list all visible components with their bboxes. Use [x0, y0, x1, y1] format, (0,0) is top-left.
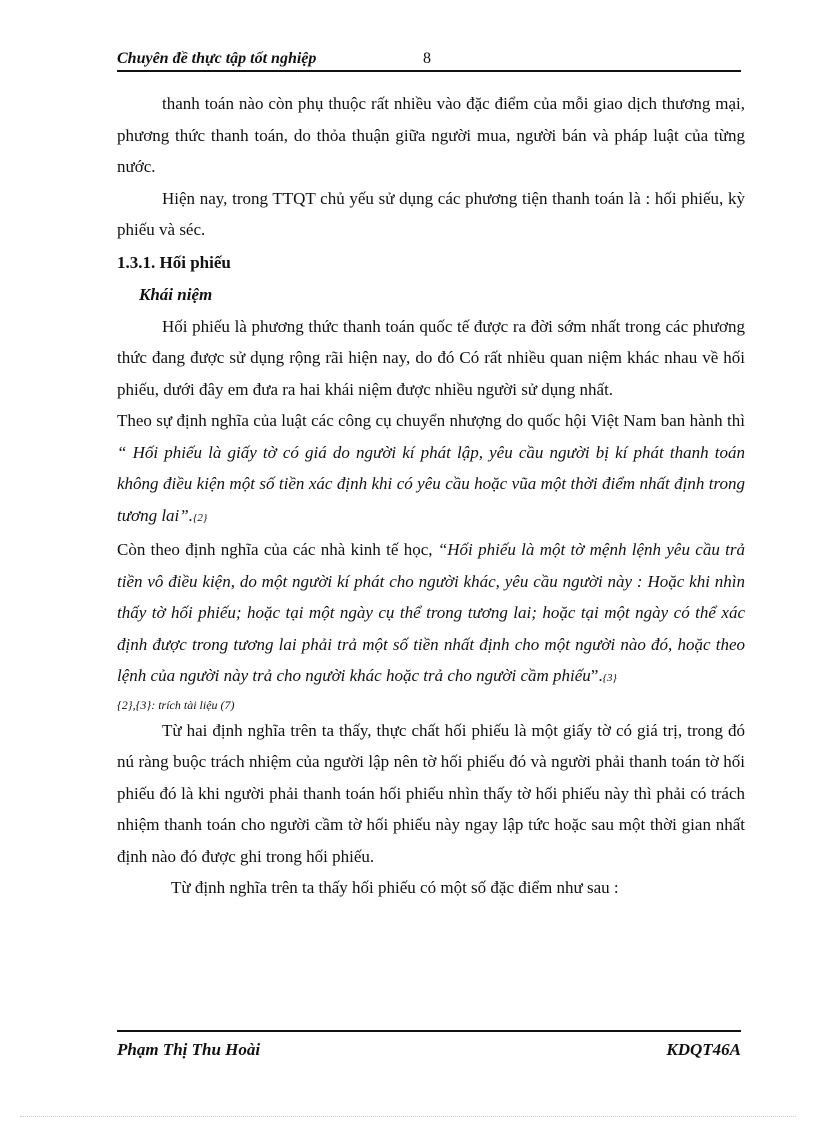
reference-3: {3}	[602, 672, 617, 684]
paragraph-5-quote: “Hối phiếu là một tờ mệnh lệnh yêu cầu trả tiền vô điều kiện, do một người kí phát cho người khác, yêu cầu người này : Hoặc khi nhìn thấy tờ hối phiếu; hoặc tại một ngày cụ thể trong tương lai; hoặc tại một ngày có thể xác định được trong tương lai phải trả một số tiền nhất định cho một người nào đó, hoặc theo lệnh của người này trả cho người khác hoặc trả cho người cầm phiếu	[117, 540, 745, 685]
page-number: 8	[423, 50, 431, 67]
footer-class-code: KDQT46A	[666, 1040, 741, 1059]
footer-author: Phạm Thị Thu Hoài	[117, 1040, 261, 1059]
reference-2: {2}	[192, 511, 208, 524]
subheading-definition: Khái niệm	[139, 284, 213, 304]
paragraph-1: thanh toán nào còn phụ thuộc rất nhiều vào đặc điểm của mỗi giao dịch thương mại, phương thức thanh toán, do thỏa thuận giữa người mua, người bán và pháp luật của từng nước.	[117, 94, 745, 176]
section-heading: 1.3.1. Hối phiếu	[117, 252, 231, 272]
page-body	[117, 88, 745, 904]
paragraph-5-quote-end: ”.	[590, 666, 603, 685]
paragraph-5-text: Còn theo định nghĩa của các nhà kinh tế học,	[117, 540, 438, 559]
paragraph-2: Hiện nay, trong TTQT chủ yếu sử dụng các phương tiện thanh toán là : hối phiếu, kỳ phiếu và séc.	[117, 188, 745, 239]
page-bottom-border	[20, 1116, 796, 1117]
paragraph-3: Hối phiếu là phương thức thanh toán quốc tế được ra đời sớm nhất trong các phương thức đang được sử dụng rộng rãi hiện nay, do đó Có rất nhiều quan niệm khác nhau về hối phiếu, dưới đây em đưa ra hai khái niệm được nhiều người sử dụng nhất.	[117, 316, 745, 399]
page-footer	[117, 1030, 741, 1066]
paragraph-7: Từ định nghĩa trên ta thấy hối phiếu có một số đặc điểm như sau :	[171, 878, 619, 897]
header-title: Chuyên đề thực tập tốt nghiệp	[117, 50, 317, 67]
paragraph-5	[117, 534, 745, 695]
paragraph-6: Từ hai định nghĩa trên ta thấy, thực chất hối phiếu là một giấy tờ có giá trị, trong đó nú ràng buộc trách nhiệm của người lập nên tờ hối phiếu đó và người phải thanh toán tờ hối phiếu đó là khi người phải thanh toán hối phiếu nhìn thấy tờ hối phiếu này thì phải có trách nhiệm thanh toán cho người cầm tờ hối phiếu này ngay lập tức hoặc sau một thời gian nhất định nào đó được ghi trong hối phiếu.	[117, 720, 745, 866]
source-note: {2},{3}: trích tài liệu (7)	[117, 697, 235, 712]
paragraph-4-text: Theo sự định nghĩa của luật các công cụ chuyển nhượng do quốc hội Việt Nam ban hành thì	[117, 411, 745, 430]
page-header	[117, 48, 741, 72]
paragraph-4-quote: “ Hối phiếu là giấy tờ có giá do người kí phát lập, yêu cầu người bị kí phát thanh toán không điều kiện một số tiền xác định khi có yêu cầu hoặc vũa một thời điểm nhất định trong tương lai”.	[117, 442, 745, 525]
paragraph-4	[117, 405, 745, 534]
